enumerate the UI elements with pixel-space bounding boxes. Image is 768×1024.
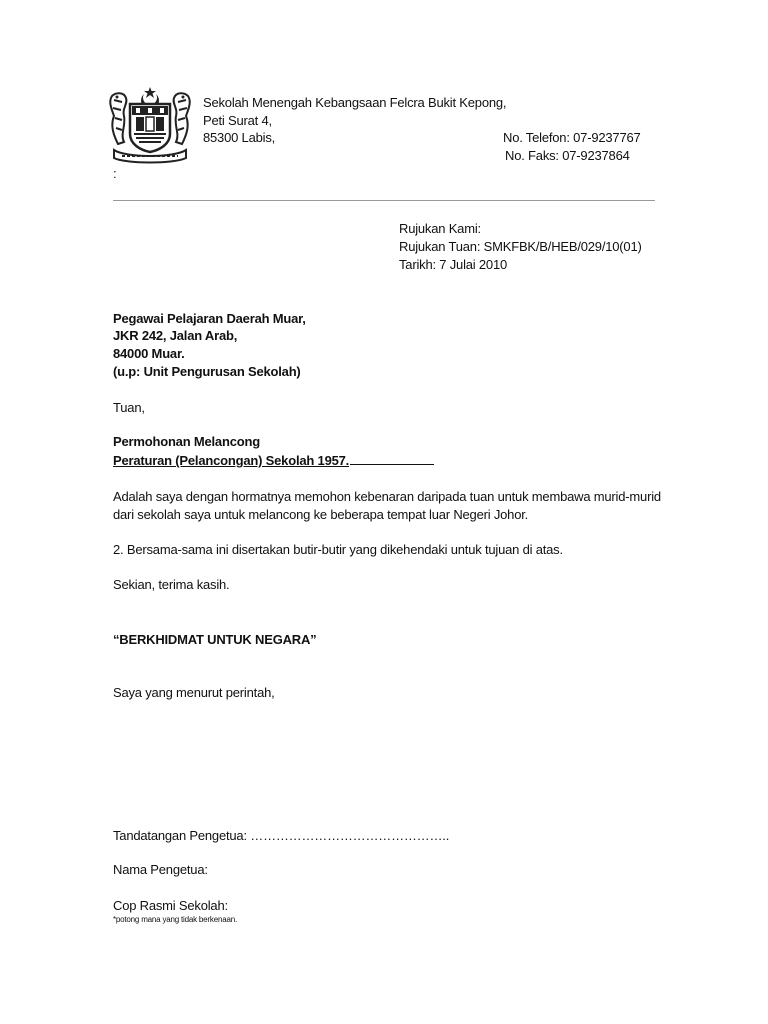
recipient-line-4: (u.p: Unit Pengurusan Sekolah): [113, 364, 301, 379]
signature-line: Tandatangan Pengetua: ………………………………………..: [113, 828, 450, 843]
body-paragraph-1-line-1: Adalah saya dengan hormatnya memohon kebenaran daripada tuan untuk membawa murid-murid: [113, 489, 661, 504]
school-stamp-label: Cop Rasmi Sekolah:: [113, 898, 228, 913]
body-paragraph-2: 2. Bersama-sama ini disertakan butir-butir yang dikehendaki untuk tujuan di atas.: [113, 542, 563, 557]
signoff: Saya yang menurut perintah,: [113, 685, 275, 700]
your-reference: Rujukan Tuan: SMKFBK/B/HEB/029/10(01): [399, 239, 642, 254]
stray-colon: :: [113, 166, 117, 181]
subject-underline-tail: [350, 463, 434, 465]
closing-line: Sekian, terima kasih.: [113, 577, 230, 592]
principal-name-label: Nama Pengetua:: [113, 862, 208, 877]
subject-line-2-text: Peraturan (Pelancongan) Sekolah 1957.: [113, 453, 350, 468]
po-box: Peti Surat 4,: [203, 113, 272, 128]
postcode-city: 85300 Labis,: [203, 130, 276, 145]
school-name: Sekolah Menengah Kebangsaan Felcra Bukit Kepong,: [203, 95, 507, 110]
subject-line-1: Permohonan Melancong: [113, 434, 260, 449]
recipient-line-2: JKR 242, Jalan Arab,: [113, 328, 238, 343]
letter-date: Tarikh: 7 Julai 2010: [399, 257, 508, 272]
fax-number: No. Faks: 07-9237864: [505, 148, 630, 163]
salutation: Tuan,: [113, 400, 145, 415]
our-reference: Rujukan Kami:: [399, 221, 481, 236]
recipient-line-1: Pegawai Pelajaran Daerah Muar,: [113, 311, 306, 326]
header-divider: [113, 200, 655, 201]
malaysia-coat-of-arms-icon: [106, 86, 194, 166]
motto: “BERKHIDMAT UNTUK NEGARA”: [113, 632, 317, 647]
footnote: *potong mana yang tidak berkenaan.: [113, 915, 237, 924]
subject-line-2: [113, 453, 434, 468]
recipient-line-3: 84000 Muar.: [113, 346, 185, 361]
phone-number: No. Telefon: 07-9237767: [503, 130, 641, 145]
body-paragraph-1-line-2: dari sekolah saya untuk melancong ke beberapa tempat luar Negeri Johor.: [113, 507, 529, 522]
